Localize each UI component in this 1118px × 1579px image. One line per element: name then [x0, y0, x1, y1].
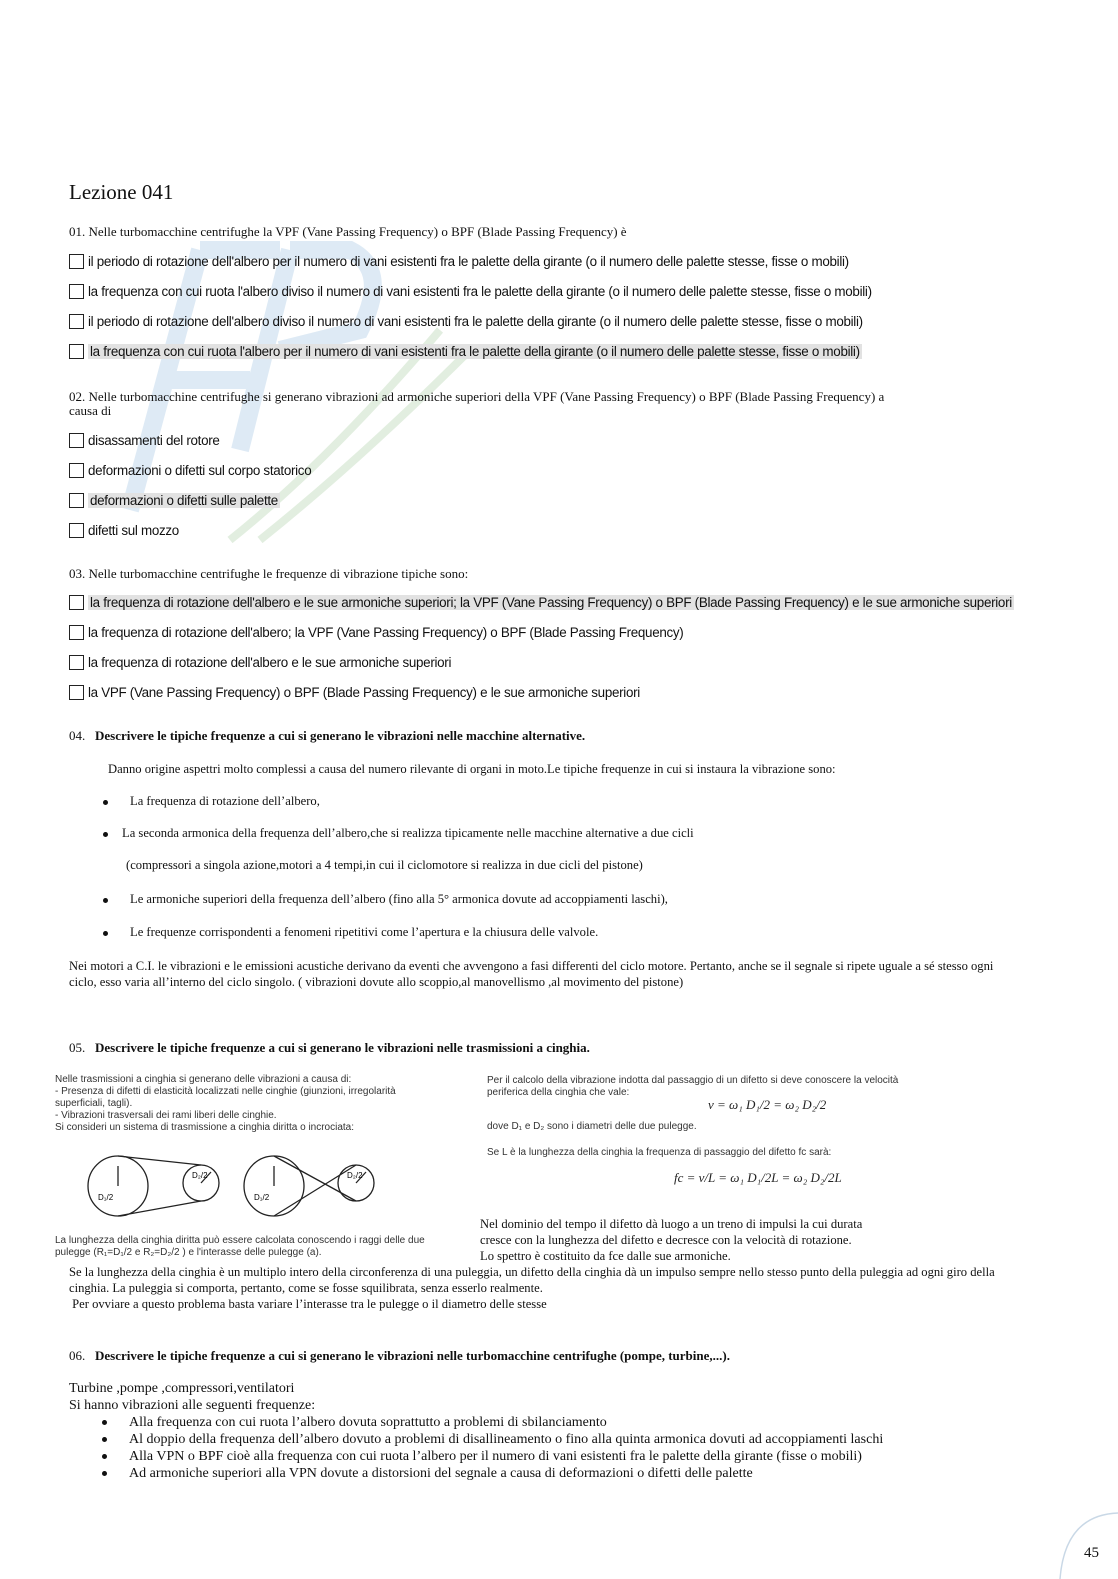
- bullet-icon: [102, 1437, 107, 1442]
- question-02-text: 02. Nelle turbomacchine centrifughe si generano vibrazioni ad armoniche superiori della VPF (Vane Passing Frequency) o BPF (Blade Passing Frequency) a: [69, 389, 885, 404]
- formula-defect-frequency: fc = v/L = ω₁ D₁/2L = ω₂ D₂/2L: [674, 1170, 842, 1185]
- checkbox-icon[interactable]: [69, 284, 84, 299]
- question-number: 04.: [69, 728, 86, 743]
- question-06-heading: [69, 1348, 730, 1363]
- question-text: Descrivere le tipiche frequenze a cui si generano le vibrazioni nelle trasmissioni a cinghia.: [95, 1040, 590, 1055]
- checkbox-icon[interactable]: [69, 314, 84, 329]
- q04-intro: Danno origine aspettri molto complessi a causa del numero rilevante di organi in moto.Le tipiche frequenze in cui si instaura la vibrazione sono:: [108, 762, 836, 776]
- pulley-label: D₂/2: [192, 1171, 208, 1180]
- checkbox-icon[interactable]: [69, 595, 84, 610]
- scan-right-text-2: dove D₁ e D₂ sono i diametri delle due pulegge.: [487, 1121, 697, 1132]
- question-03-text: 03. Nelle turbomacchine centrifughe le frequenze di vibrazione tipiche sono:: [69, 566, 469, 581]
- bullet-icon: [103, 931, 108, 936]
- q01-option-4[interactable]: la frequenza con cui ruota l'albero per il numero di vani esistenti fra le palette della girante (o il numero delle palette stesse, fisse o mobili): [69, 341, 862, 361]
- list-item: Alla frequenza con cui ruota l’albero dovuta soprattutto a problemi di sbilanciamento: [69, 1414, 883, 1431]
- checkbox-icon[interactable]: [69, 655, 84, 670]
- pulley-label: D₁/2: [254, 1193, 270, 1202]
- bullet-icon: [103, 800, 108, 805]
- q04-paren-note: (compressori a singola azione,motori a 4 tempi,in cui il ciclomotore si realizza in due cicli del pistone): [126, 858, 643, 872]
- q04-bullet-4: Le frequenze corrispondenti a fenomeni ripetitivi come l’apertura e la chiusura delle valvole.: [103, 925, 598, 940]
- checkbox-icon[interactable]: [69, 254, 84, 269]
- scan-right-text: Per il calcolo della vibrazione indotta dal passaggio di un difetto si deve conoscere la velocità periferica della cinghia che vale:: [487, 1075, 899, 1098]
- bullet-icon: [103, 898, 108, 903]
- bullet-icon: [102, 1420, 107, 1425]
- q05-right-text: Nel dominio del tempo il difetto dà luogo a un treno di impulsi la cui durata cresce con la lunghezza del difetto e decresce con la velocità di rotazione. Lo spettro è costituito da fce dalle sue armoniche.: [480, 1217, 863, 1263]
- q03-option-4[interactable]: la VPF (Vane Passing Frequency) o BPF (Blade Passing Frequency) e le sue armoniche superiori: [69, 682, 640, 702]
- bullet-icon: [102, 1454, 107, 1459]
- q04-paragraph-line2: ciclo, esso varia all’interno del ciclo singolo. ( vibrazioni dovute allo scoppio,al manovellismo ,al movimento del pistone): [69, 975, 684, 989]
- q03-option-3[interactable]: la frequenza di rotazione dell'albero e le sue armoniche superiori: [69, 652, 451, 672]
- q04-bullet-3: Le armoniche superiori della frequenza dell’albero (fino alla 5° armonica dovute ad accoppiamenti laschi),: [103, 892, 668, 907]
- lesson-title: Lezione 041: [69, 180, 174, 204]
- list-item: Ad armoniche superiori alla VPN dovute a distorsioni del segnale a causa di deformazioni o difetti delle palette: [69, 1465, 883, 1482]
- q01-option-2[interactable]: la frequenza con cui ruota l'albero diviso il numero di vani esistenti fra le palette della girante (o il numero delle palette stesse, fisse o mobili): [69, 281, 872, 301]
- pulley-label: D₂/2: [347, 1171, 363, 1180]
- bullet-icon: [103, 832, 108, 837]
- q02-option-3[interactable]: deformazioni o difetti sulle palette: [69, 490, 280, 510]
- q01-option-3[interactable]: il periodo di rotazione dell'albero diviso il numero di vani esistenti fra le palette della girante (o il numero delle palette stesse, fisse o mobili): [69, 311, 863, 331]
- page-number: 45: [1084, 1545, 1099, 1561]
- pulley-diagram: [80, 1148, 400, 1228]
- list-item: Alla VPN o BPF cioè alla frequenza con cui ruota l’albero per il numero di vani esistenti fra le palette della girante (fisse o mobili): [69, 1448, 883, 1465]
- question-number: 05.: [69, 1040, 86, 1055]
- checkbox-icon[interactable]: [69, 625, 84, 640]
- pulley-label: D₁/2: [98, 1193, 114, 1202]
- question-text: Descrivere le tipiche frequenze a cui si generano le vibrazioni nelle macchine alternative.: [95, 728, 586, 743]
- q04-bullet-2: La seconda armonica della frequenza dell’albero,che si realizza tipicamente nelle macchine alternative a due cicli: [103, 826, 694, 841]
- checkbox-icon[interactable]: [69, 463, 84, 478]
- checkbox-icon[interactable]: [69, 685, 84, 700]
- q01-option-1[interactable]: il periodo di rotazione dell'albero per il numero di vani esistenti fra le palette della girante (o il numero delle palette stesse, fisse o mobili): [69, 251, 849, 271]
- question-01-text: 01. Nelle turbomacchine centrifughe la VPF (Vane Passing Frequency) o BPF (Blade Passing Frequency) è: [69, 224, 627, 239]
- checkbox-icon[interactable]: [69, 433, 84, 448]
- question-05-heading: [69, 1040, 590, 1055]
- question-text: Descrivere le tipiche frequenze a cui si generano le vibrazioni nelle turbomacchine centrifughe (pompe, turbine,...).: [95, 1348, 730, 1363]
- checkbox-icon[interactable]: [69, 344, 84, 359]
- bullet-icon: [102, 1471, 107, 1476]
- q04-bullet-1: La frequenza di rotazione dell’albero,: [103, 794, 320, 809]
- question-number: 06.: [69, 1348, 86, 1363]
- scan-right-text-3: Se L è la lunghezza della cinghia la frequenza di passaggio del difetto fc sarà:: [487, 1147, 832, 1158]
- q02-option-1[interactable]: disassamenti del rotore: [69, 430, 220, 450]
- q04-paragraph-line1: Nei motori a C.I. le vibrazioni e le emissioni acustiche derivano da eventi che avvengono a fasi differenti del ciclo motore. Pertanto, anche se il segnale si ripete uguale a sé stesso ogni: [69, 959, 994, 973]
- q06-answer: Turbine ,pompe ,compressori,ventilatori Si hanno vibrazioni alle seguenti frequenze: Alla frequenza con cui ruota l’albero dovuta soprattutto a problemi di sbilanciamento Al doppio della frequenza dell’albero dovuto a problemi di disallineamento o fino alla quinta armonica dovuti ad accoppiamenti laschi Alla VPN o BPF cioè alla frequenza con cui ruota l’albero per il numero di vani esistenti fra le palette della girante (fisse o mobili) Ad armoniche superiori alla VPN dovute a distorsioni del segnale a causa di deformazioni o difetti delle palette: [69, 1381, 884, 1481]
- q03-option-2[interactable]: la frequenza di rotazione dell'albero; la VPF (Vane Passing Frequency) o BPF (Blade Passing Frequency): [69, 622, 683, 642]
- q02-option-2[interactable]: deformazioni o difetti sul corpo statorico: [69, 460, 311, 480]
- list-item: Al doppio della frequenza dell’albero dovuto a problemi di disallineamento o fino alla quinta armonica dovuti ad accoppiamenti laschi: [69, 1431, 883, 1448]
- question-02-text-cont: causa di: [69, 403, 112, 418]
- checkbox-icon[interactable]: [69, 523, 84, 538]
- scan-left-text: Nelle trasmissioni a cinghia si generano delle vibrazioni a causa di: - Presenza di difetti di elasticità localizzati nelle cinghie (giunzioni, irregolarità superficiali, tagli). - Vibrazioni trasversali dei rami liberi delle cinghie. Si consideri un sistema di trasmissione a cinghia diritta o incrociata:: [55, 1074, 396, 1133]
- q05-paragraph: Se la lunghezza della cinghia è un multiplo intero della circonferenza di una puleggia, un difetto della cinghia dà un impulso sempre nello stesso punto della puleggia ad ogni giro della cinghia. La puleggia si comporta, pertanto, come se fosse squilibrata, senza esserlo realmente. Per ovviare a questo problema basta variare l’interasse tra le pulegge o il diametro delle stesse: [69, 1265, 995, 1311]
- formula-belt-speed: v = ω₁ D₁/2 = ω₂ D₂/2: [708, 1097, 827, 1112]
- scan-left-bottom-text: La lunghezza della cinghia diritta può essere calcolata conoscendo i raggi delle due pulegge (R₁=D₁/2 e R₂=D₂/2 ) e l'interasse delle pulegge (a).: [55, 1235, 425, 1258]
- q02-option-4[interactable]: difetti sul mozzo: [69, 520, 179, 540]
- checkbox-icon[interactable]: [69, 493, 84, 508]
- question-04-heading: [69, 728, 585, 743]
- q03-option-1[interactable]: la frequenza di rotazione dell'albero e le sue armoniche superiori; la VPF (Vane Passing Frequency) o BPF (Blade Passing Frequency) e le sue armoniche superiori: [69, 592, 1014, 612]
